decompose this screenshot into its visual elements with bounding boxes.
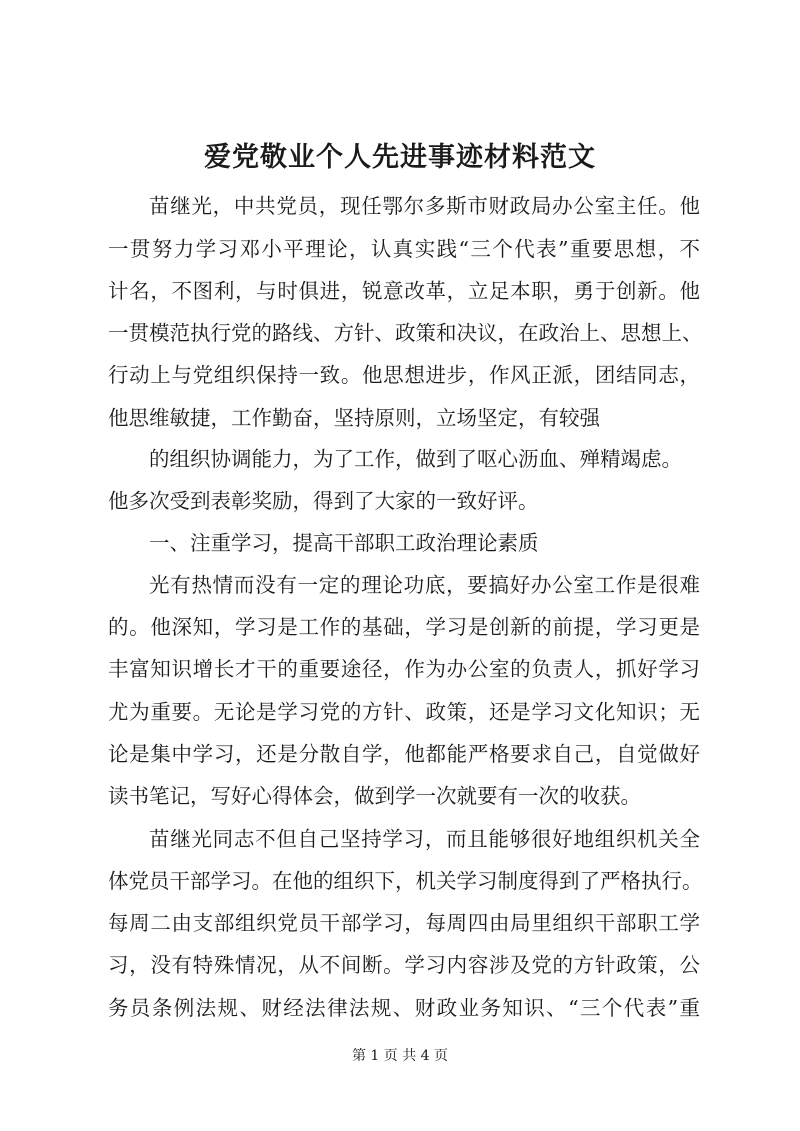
paragraph-line: 光有热情而没有一定的理论功底，要搞好办公室工作是很难 — [149, 573, 700, 597]
section-heading: 一、注重学习，提高干部职工政治理论素质 — [149, 531, 539, 555]
paragraph-line: 习，没有特殊情况，从不间断。学习内容涉及党的方针政策，公 — [108, 953, 700, 977]
paragraph-line: 的组织协调能力，为了工作，做到了呕心沥血、殚精竭虑。 — [149, 447, 682, 471]
paragraph-line: 务员条例法规、财经法律法规、财政业务知识、“三个代表”重 — [108, 996, 700, 1020]
document-title: 爱党敬业个人先进事迹材料范文 — [204, 142, 596, 173]
paragraph-line: 体党员干部学习。在他的组织下，机关学习制度得到了严格执行。 — [108, 869, 703, 893]
paragraph-line: 他多次受到表彰奖励，得到了大家的一致好评。 — [108, 489, 539, 513]
paragraph-line: 读书笔记，写好心得体会，做到学一次就要有一次的收获。 — [108, 784, 641, 808]
paragraph-line: 计名，不图利，与时俱进，锐意改革，立足本职，勇于创新。他 — [108, 279, 700, 303]
paragraph-line: 苗继光同志不但自己坚持学习，而且能够很好地组织机关全 — [149, 827, 700, 851]
paragraph-line: 一贯努力学习邓小平理论，认真实践“三个代表”重要思想，不 — [108, 237, 700, 261]
paragraph-line: 一贯模范执行党的路线、方针、政策和决议，在政治上、思想上、 — [108, 321, 703, 345]
paragraph-line: 论是集中学习，还是分散自学，他都能严格要求自己，自觉做好 — [108, 742, 700, 766]
page-number: 第 1 页 共 4 页 — [351, 1048, 449, 1064]
paragraph-line: 尤为重要。无论是学习党的方针、政策，还是学习文化知识；无 — [108, 700, 700, 724]
paragraph-line: 行动上与党组织保持一致。他思想进步，作风正派，团结同志， — [108, 363, 700, 387]
paragraph-line: 每周二由支部组织党员干部学习，每周四由局里组织干部职工学 — [108, 911, 700, 935]
paragraph-line: 丰富知识增长才干的重要途径，作为办公室的负责人，抓好学习 — [108, 657, 700, 681]
paragraph-line: 的。他深知，学习是工作的基础，学习是创新的前提，学习更是 — [108, 615, 700, 639]
paragraph-line: 他思维敏捷，工作勤奋，坚持原则，立场坚定，有较强 — [108, 406, 600, 430]
paragraph-line: 苗继光，中共党员，现任鄂尔多斯市财政局办公室主任。他 — [149, 194, 700, 218]
